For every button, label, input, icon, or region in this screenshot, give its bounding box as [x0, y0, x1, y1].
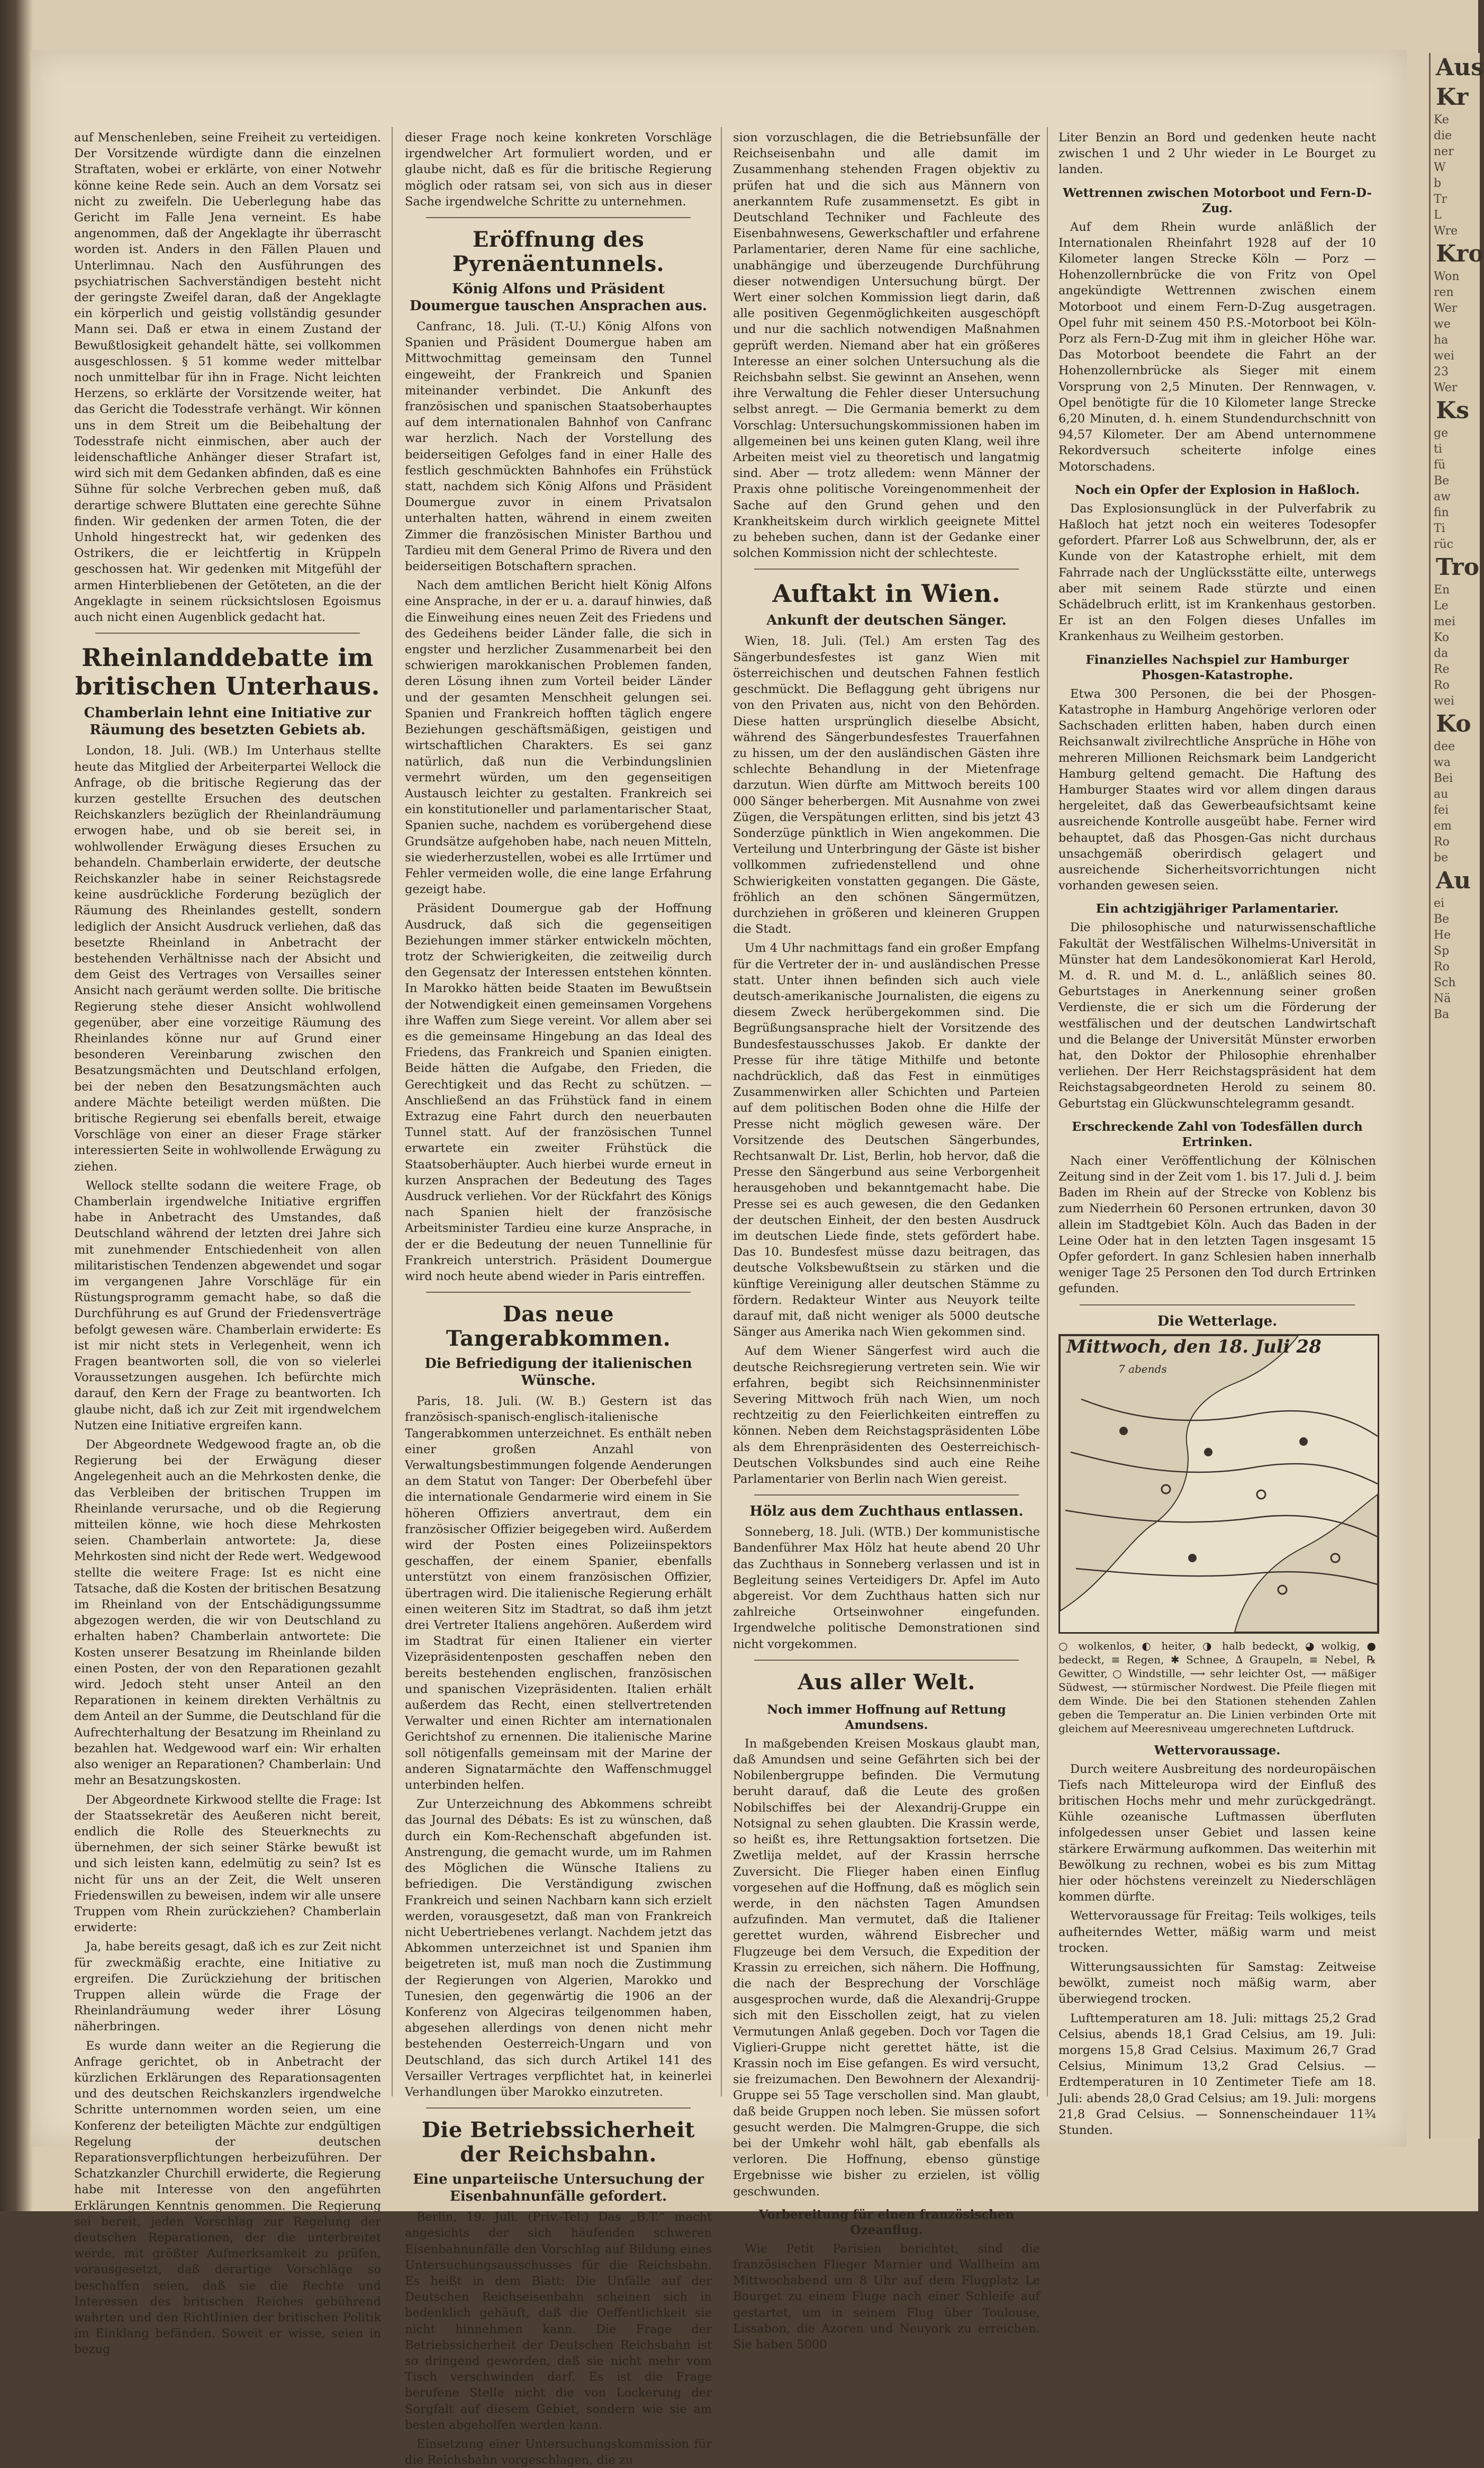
- separator: [426, 2107, 691, 2109]
- strip-line: Sch: [1434, 976, 1456, 989]
- strip-line: Ro: [1434, 835, 1450, 849]
- column-1: [74, 130, 381, 2357]
- strip-line: we: [1434, 318, 1451, 331]
- separator: [754, 1494, 1019, 1496]
- strip-fragment: Tro: [1436, 554, 1480, 581]
- strip-line: da: [1434, 647, 1449, 660]
- headline-wien: Auftakt in Wien.: [772, 579, 1001, 608]
- separator: [754, 1660, 1019, 1661]
- strip-line: Re: [1434, 663, 1450, 676]
- strip-line: Bei: [1434, 772, 1453, 785]
- headline-phosgen: Finanzielles Nachspiel zur Hamburger Phosgen-Katastrophe.: [1085, 652, 1349, 682]
- article-paragraph: Das Explosionsunglück in der Pulverfabrik zu Haßloch hat jetzt noch ein weiteres Todesopfer gefordert. Pfarrer Loß aus Schwelbrunn, der, als er Kunde von der Katastrophe erhielt, mit dem Fahrrade nach der Unglücksstätte eilte, unterwegs aber mit seinem Rade stürzte und einen Schädelbruch erlitt, ist im Krankenhaus gestorben. Er ist an den Folgen dieses Unfalles im Krankenhaus zu Weilheim gestorben.: [1058, 501, 1376, 644]
- headline-hoelz: Hölz aus dem Zuchthaus entlassen.: [749, 1503, 1024, 1520]
- separator: [754, 569, 1019, 570]
- headline-wettrennen: Wettrennen zwischen Motorboot und Fern-D-Zug.: [1063, 185, 1372, 215]
- strip-line: Ba: [1434, 1008, 1450, 1021]
- separator: [426, 1292, 691, 1293]
- strip-line: L: [1434, 209, 1442, 222]
- article-paragraph: dieser Frage noch keine konkreten Vorschläge irgendwelcher Art formuliert worden, und er glaube nicht, daß es für die britische Regierung möglich oder ratsam sei, von sich aus in dieser Sache irgendwelche Schritte zu unternehmen.: [405, 131, 712, 209]
- strip-line: ner: [1434, 145, 1454, 158]
- column-2: [405, 130, 712, 2467]
- strip-line: He: [1434, 929, 1451, 942]
- article-paragraph: Sonneberg, 18. Juli. (WTB.) Der kommunistische Bandenführer Max Hölz hat heute abend 20 Uhr das Zuchthaus in Sonneberg verlassen und ist in Begleitung seines Verteidigers Dr. Apfel im Auto abgereist. Vor dem Zuchthaus hatten sich nur zahlreiche Ortseinwohner eingefunden. Irgendwelche politische Demonstrationen sind nicht vorgekommen.: [733, 1525, 1040, 1651]
- subheadline-amundsen: Noch immer Hoffnung auf Rettung Amundsens.: [767, 1702, 1006, 1732]
- strip-line: Wer: [1434, 302, 1458, 315]
- article-paragraph: Liter Benzin an Bord und gedenken heute nacht zwischen 1 und 2 Uhr wieder in Le Bourget zu landen.: [1058, 131, 1376, 177]
- article-paragraph: Berlin, 19. Juli. (Priv.-Tel.) Das „B.T.“ macht angesichts der sich häufenden schweren Eisenbahnunfälle den Vorschlag auf Bildung eines Untersuchungsausschusses für die Reichsbahn. Es heißt in dem Blatt: Die Unfälle auf der Deutschen Reichseisenbahn scheinen sich in bedenklich gehäuft, daß die Oeffentlichkeit sie nicht hinnehmen kann. Die Frage der Betriebssicherheit der Deutschen Reichsbahn ist so dringend geworden, daß sie nicht mehr vom Tisch verschwinden darf. Es ist die Frage berufene Stelle nicht die von Lockerung der Sorgfalt auf diesem Gebiet, sondern wie sie am besten abgeholfen werden kann.: [405, 2210, 712, 2432]
- article-paragraph: Wellock stellte sodann die weitere Frage, ob Chamberlain irgendwelche Initiative ergriffen habe in Anbetracht des Umstandes, daß Deutschland während der letzten drei Jahre sich mit zunehmender Entschiedenheit von allen militaristischen Tendenzen abgewendet und sogar im vergangenen Jahre Vorschläge für ein Rüstungsprogramm gemacht habe, so daß die Durchführung es auf Grund der Friedensverträge befolgt gewesen wäre. Chamberlain erwiderte: Es ist mir nicht stets in Verlegenheit, wenn ich Fragen beantworten soll, die von so vielerlei Voraussetzungen ausgehen. Ich befürchte mich darauf, den Kern der Frage zu beantworten. Ich glaube nicht, daß ich zur Zeit mit irgendwelchem Nutzen eine Initiative ergreifen kann.: [74, 1178, 381, 1433]
- article-paragraph: Es wurde dann weiter an die Regierung die Anfrage gerichtet, ob in Anbetracht der kürzlichen Erklärungen des Reparationsagenten und des deutschen Reichskanzlers irgendwelche Schritte unternommen worden seien, um eine Konferenz der beteiligten Mächte zur endgültigen Regelung der deutschen Reparationsverpflichtungen herbeizuführen. Der Schatzkanzler Churchill erwiderte, die Regierung habe mit Interesse von den angeführten Erklärungen Kenntnis genommen. Die Regierung sei bereit, jeden Vorschlag zur Regelung der deutschen Reparationen, der die unterbreitet werde, mit größter Aufmerksamkeit zu prüfen, vorausgesetzt, daß derartige Vorschläge so beschaffen seien, daß sie die Rechte und Interessen des britischen Reiches gebührend wahrten und den Richtlinien der britischen Politik im Einklang befänden. Soweit er wisse, seien in bezug: [74, 2039, 381, 2357]
- strip-line: Be: [1434, 913, 1450, 926]
- strip-line: fin: [1434, 506, 1449, 519]
- strip-line: mei: [1434, 615, 1455, 628]
- column-rule: [392, 127, 393, 2096]
- article-paragraph: Einsetzung einer Untersuchungskommission für die Reichsbahn vorgeschlagen, die zu: [405, 2437, 712, 2467]
- separator: [1080, 1304, 1355, 1305]
- article-paragraph: Um 4 Uhr nachmittags fand ein großer Empfang für die Vertreter der in- und ausländischen Presse statt. Unter ihnen befinden sich auch viele deutsch-amerikanische Journalisten, die eigens zu diesem Zweck herübergekommen sind. Die Begrüßungsansprache hielt der Vorsitzende des Bundesfestausschusses Jakob. Er dankte der Presse für ihre tätige Mithilfe und betonte nachdrücklich, daß das Fest in einmütiges Zusammenwirken aller Schichten und Parteien auf dem politischen Boden ohne die Hilfe der Presse nicht möglich gewesen wäre. Der Vorsitzende des Deutschen Sängerbundes, Rechtsanwalt Dr. List, Berlin, hob hervor, daß die Presse den Sängerbund aus seine Verborgenheit herausgehoben und bekanntgemacht habe. Die Presse sei es auch gewesen, die den Gedanken der deutschen Einheit, der den besten Ausdruck im deutschen Liede finde, stets gefördert habe. Das 10. Bundesfest müsse dazu beitragen, das deutsche Volksbewußtsein zu stärken und die künftige Vereinigung aller deutschen Stämme zu fördern. Redakteur Winter aus Neuyork teilte darauf mit, daß nicht weniger als 5000 deutsche Sänger aus Amerika nach Wien gekommen sind.: [733, 941, 1040, 1339]
- article-paragraph: Wettervoraussage für Freitag: Teils wolkiges, teils aufheiterndes Wetter, mäßig warm und meist trocken.: [1058, 1909, 1376, 1955]
- headline-wetterlage: Die Wetterlage.: [1157, 1313, 1278, 1329]
- strip-line: aw: [1434, 490, 1451, 503]
- strip-line: 23: [1434, 365, 1449, 379]
- subheadline-tunnel: König Alfons und Präsident Doumergue tauschen Ansprachen aus.: [410, 281, 707, 314]
- strip-line: Tr: [1434, 193, 1447, 206]
- strip-line: rüc: [1434, 538, 1454, 551]
- article-paragraph: auf Menschenleben, seine Freiheit zu verteidigen. Der Vorsitzende würdigte dann die einzelnen Straftaten, wobei er erklärte, von einer Notwehr könne keine Rede sein. Auch an dem Vorsatz sei nicht zu zweifeln. Die Ueberlegung habe das Gericht im Falle Jena verneint. Es habe angenommen, daß der Angeklagte ihr überrascht worden ist. Anders in den Fällen Plauen und Unterlimnau. Nach den Ausführungen des psychiatrischen Sachverständigen besteht nicht der geringste Zweifel daran, daß der Angeklagte ein körperlich und geistig vollständig gesunder Mann sei. Daß er etwa in einem Zustand der Bewußtlosigkeit gehandelt hätte, sei vollkommen ausgeschlossen. § 51 komme weder mittelbar noch unmittelbar für ihn in Frage. Nicht leichten Herzens, so erklärte der Vorsitzende weiter, hat das Gericht die Todesstrafe verhängt. Wir können uns in dem Streit um die Beibehaltung der Todesstrafe nicht einmischen, aber auch der leidenschaftliche Anhänger dieser Strafart ist, wird sich mit dem Gedanken abfinden, daß es eine Sühne für solche Verbrechen geben muß, daß derartige schwere Bluttaten eine gerechte Sühne finden. Wir gedenken der armen Toten, die der Unhold hingestreckt hat, wir gedenken des Ostrikers, die er leichtfertig in Krüppeln geschossen hat. Wir gedenken mit Mitgefühl der armen Hinterbliebenen der Getöteten, an die der Angeklagte in seinem rücksichtslosen Egoismus auch nicht einen Augenblick gedacht hat.: [74, 131, 381, 625]
- strip-line: Ko: [1434, 631, 1450, 644]
- article-paragraph: Canfranc, 18. Juli. (T.-U.) König Alfons von Spanien und Präsident Doumergue haben am Mittwochmittag gemeinsam den Tunnel eingeweiht, der Frankreich und Spanien miteinander verbindet. Die Ankunft des französischen und spanischen Staatsoberhauptes auf dem internationalen Bahnhof von Canfranc war herzlich. Nach der Vorstellung des beiderseitigen Gefolges fand in einer Halle des festlich geschmückten Bahnhofes ein Frühstück statt, nachdem sich König Alfons und Präsident Doumergue zuvor in einem Privatsalon unterhalten hatten, während in einem zweiten Zimmer die französischen Minister Barthou und Tardieu mit dem General Primo de Rivera und den beiderseitigen Botschaftern sprachen.: [405, 320, 712, 574]
- article-paragraph: Präsident Doumergue gab der Hoffnung Ausdruck, daß sich die gegenseitigen Beziehungen immer stärker entwickeln möchten, trotz der Schwierigkeiten, die zeitweilig durch den Gegensatz der Interessen entstehen könnten. In Marokko hätten beide Staaten im Bewußtsein der Notwendigkeit einen gemeinsamen Vorgehens ihre Waffen zum Siege vereint. Vor allem aber sei es die gemeinsame Hingebung an das Ideal des Friedens, das Frankreich und Spanien einigten. Beide hätten die Aufgabe, den Frieden, die Gerechtigkeit und das Recht zu schützen. — Anschließend an das Frühstück fand in einem Extrazug eine Fahrt durch den neuerbauten Tunnel statt. Auf der französischen Tunnel erwartete ein zweiter Frühstück die Staatsoberhäupter. Auch hierbei wurde erneut in kurzen Ansprachen der Bedeutung des Tages Ausdruck verliehen. Vor der Rückfahrt des Königs nach Spanien hielt der französische Arbeitsminister Tardieu eine kurze Ansprache, in der er die Bedeutung der neuen Tunnellinie für Frankreich unterstrich. Präsident Doumergue wird noch heute abend wieder in Paris eintreffen.: [405, 902, 712, 1283]
- article-paragraph: Wie Petit Parisien berichtet, sind die französischen Flieger Marnier und Wallheim am Mittwochabend um 8 Uhr auf dem Flugplatz Le Bourget zu einem Fluge nach einer Schleife auf gestartet, um in seinem Flug über Toulouse, Lissabon, die Azoren und Neuyork zu erreichen. Sie haben 5000: [733, 2241, 1040, 2352]
- article-paragraph: Nach einer Veröffentlichung der Kölnischen Zeitung sind in der Zeit vom 1. bis 17. Juli d. J. beim Baden im Rhein auf der Strecke von Koblenz bis zum Niederrhein 60 Personen ertrunken, davon 30 allein im Stadtgebiet Köln. Auch das Baden in der Leine Oder hat in den letzten Tagen insgesamt 15 Opfer gefordert. In ganz Schlesien haben innerhalb weniger Tage 25 Personen den Tod durch Ertrinken gefunden.: [1058, 1154, 1376, 1296]
- article-paragraph: Durch weitere Ausbreitung des nordeuropäischen Tiefs nach Mitteleuropa wird der Einfluß des britischen Hochs mehr und mehr zurückgedrängt. Kühle ozeanische Luftmassen überfluten infolgedessen unser Gebiet und lassen keine stärkere Erwärmung aufkommen. Das weiterhin mit Bewölkung zu rechnen, wobei es bis zum Mittag hier oder höchstens vereinzelt zu Niederschlägen kommen dürfte.: [1058, 1762, 1376, 1904]
- strip-line: fü: [1434, 458, 1446, 472]
- column-3: [733, 130, 1040, 2352]
- strip-line: au: [1434, 788, 1449, 801]
- strip-line: ge: [1434, 427, 1449, 440]
- headline-tanger: Das neue Tangerabkommen.: [446, 1302, 671, 1352]
- column-4: [1058, 130, 1376, 2138]
- strip-line: ti: [1434, 443, 1442, 456]
- strip-line: Ro: [1434, 960, 1450, 974]
- strip-lines: [1431, 83, 1484, 1023]
- weather-map-drawing: [1060, 1336, 1378, 1632]
- subheadline-tanger: Die Befriedigung der italienischen Wünsche.: [424, 1356, 692, 1389]
- subheadline-rheinland: Chamberlain lehnt eine Initiative zur Räumung des besetzten Gebiets ab.: [84, 705, 372, 738]
- article-paragraph: Der Abgeordnete Wedgewood fragte an, ob die Regierung bei der Erwägung dieser Angelegenheit auch an die Mehrkosten denke, die das Verbleiben der britischen Truppen im Rheinlande verursache, und ob die Regierung mitteilen könne, wie hoch diese Mehrkosten seien. Chamberlain antwortete: Ja, diese Mehrkosten sind nicht der Rede wert. Wedgewood stellte die weitere Frage: Ist es nicht eine Tatsache, daß die Kosten der britischen Besatzung im Rheinland von der Entschädigungssumme abgezogen werden, die wir von Deutschland zu erhalten haben? Chamberlain antwortete: Die Kosten unserer Besatzung im Rheinlande bilden einen Posten, der von den Reparationen gezahlt wird. Jedoch steht unser Anteil an den Reparationen in keinem direkten Verhältnis zu dem Anteil an der Summe, die Deutschland für die Aufrechterhaltung der Besatzung im Rheinland zu bezahlen hat. Wedgewood warf ein: Wir erhalten also weniger an Reparationen? Chamberlain: Und mehr an Besatzungskosten.: [74, 1438, 381, 1788]
- article-paragraph: Auf dem Rhein wurde anläßlich der Internationalen Rheinfahrt 1928 auf der 10 Kilometer langen Strecke Köln — Porz — Hohenzollernbrücke die von Fritz von Opel angekündigte Wettrennen zwischen einem Motorboot und einem Fern-D-Zug ausgetragen. Opel fuhr mit seinem 450 P.S.-Motorboot bei Köln-Porz als Fern-D-Zug mit ihm in gleicher Höhe war. Das Motorboot beendete die Fahrt an der Hohenzollernbrücke als Sieger mit einem Vorsprung von 2,5 Minuten. Der Rennwagen, v. Opel benötigte für die 10 Kilometer lange Strecke 6,20 Minuten, d. h. einem Stundendurchschnitt von 94,57 Kilometer. Der am Abend unternommene Rekordversuch scheiterte infolge eines Motorschadens.: [1058, 220, 1376, 474]
- strip-line: Le: [1434, 599, 1449, 613]
- strip-line: wei: [1434, 349, 1454, 363]
- article-paragraph: Die philosophische und naturwissenschaftliche Fakultät der Westfälischen Wilhelms-Universität in Münster hat dem Landesökonomierat Karl Herold, M. d. R. und M. d. L., anläßlich seines 80. Geburtstages in Anerkennung seiner großen Verdienste, die er sich um die Förderung der westfälischen und der deutschen Landwirtschaft und die Belange der Universität Münster erworben hat, den Doktor der Philosophie ehrenhalber verliehen. Der Herr Reichstagspräsident hat dem Reichstagsabgeordneten Herold zu seinem 80. Geburtstag ein Glückwunschtelegramm gesandt.: [1058, 921, 1376, 1111]
- headline-tunnel: Eröffnung des Pyrenäentunnels.: [452, 227, 665, 277]
- headline-ertrinken: Erschreckende Zahl von Todesfällen durch Ertrinken.: [1072, 1119, 1363, 1149]
- article-paragraph: Auf dem Wiener Sängerfest wird auch die deutsche Reichsregierung vertreten sein. Wie wir erfahren, begibt sich Reichsinnenminister Severing Mittwoch früh nach Wien, um noch rechtzeitig zu den Feierlichkeiten eintreffen zu können. Neben dem Reichstagspräsidenten Löbe als dem Ehrenpräsidenten des Oesterreichisch-Deutschen Volksbundes sind auch eine Reihe Parlamentarier von Berlin nach Wien gereist.: [733, 1344, 1040, 1487]
- article-paragraph: Zur Unterzeichnung des Abkommens schreibt das Journal des Débats: Es ist zu wünschen, daß durch ein Kom-Rechenschaft abgefunden ist. Anstrengung, die gemacht wurde, um im Rahmen des Möglichen die Wünsche Italiens zu befriedigen. Die Verständigung zwischen Frankreich und seinen Nachbarn kann sich erzielt werden, vorausgesetzt, daß man von Frankreich nicht Uebertriebenes verlangt. Nachdem jetzt das Abkommen unterzeichnet ist und Spanien ihm beigetreten ist, muß man noch die Zustimmung der Regierungen von Algerien, Marokko und Tunesien, den gegenwärtig die 1906 an der Konferenz von Algeciras teilgenommen haben, abgesehen allerdings von denen nicht mehr bestehenden Oesterreich-Ungarn und von Deutschland, das sich durch Artikel 141 des Versailler Vertrages verpflichtet hat, in keinerlei Verhandlungen über Marokko einzutreten.: [405, 1797, 712, 2099]
- column-rule: [1047, 127, 1048, 2096]
- strip-line: Be: [1434, 474, 1450, 488]
- article-paragraph: Nach dem amtlichen Bericht hielt König Alfons eine Ansprache, in der er u. a. darauf hinwies, daß die Einweihung eines neuen Zeit des Friedens und des Gedeihens beider Länder falle, die sich in engster und herzlicher Zusammenarbeit bei den schwierigen marokkanischen Problemen fanden, deren Lösung ihnen zum Vorteil beider Länder und der gesamten Menschheit gelungen sei. Spanien und Frankreich hofften täglich engere Beziehungen geschäftsmäßigen, geistigen und wirtschaftlichen Charakters. Es sei ganz natürlich, daß nun die Verbindungslinien vermehrt würden, um den gegenseitigen Austausch leichter zu gestalten. Frankreich sei ein konstitutioneller und parlamentarischer Staat, Spanien suche, nachdem es vorübergehend diese Grundsätze aufgehoben habe, nach neuen Mitteln, sie wiederherzustellen, wobei es alle Irrtümer und Fehler vermeiden wolle, die eine lange Erfahrung gezeigt habe.: [405, 579, 712, 897]
- strip-line: fei: [1434, 804, 1449, 817]
- strip-fragment: Au: [1436, 867, 1471, 894]
- article-paragraph: Wien, 18. Juli. (Tel.) Am ersten Tag des Sängerbundesfestes ist ganz Wien mit österreichischen und deutschen Fahnen festlich geschmückt. Die Beflaggung geht übrigens nur von den Privaten aus, nicht von den Behörden. Diese hatten ursprünglich dieselbe Absicht, während des Sängerbundesfestes Trauerfahnen zu hissen, um der den ausländischen Gästen ihre schlechte Behandlung in der Mietenfrage darzutun. Wien dürfte am Mittwoch bereits 100 000 Sänger beherbergen. Mit Ausnahme von zwei Zügen, die Verspätungen erlitten, sind bis jetzt 43 Sonderzüge pünktlich in Wien angekommen. Die Verteilung und Unterbringung der Gäste ist bisher vollkommen zufriedenstellend und ohne Schwierigkeiten vonstatten gegangen. Die Gäste, fröhlich an den schönen Sängermützen, durchziehen in größeren und kleineren Gruppen die Stadt.: [733, 634, 1040, 936]
- headline-parlamentarier: Ein achtzigjähriger Parlamentarier.: [1096, 902, 1339, 916]
- separator: [95, 633, 360, 634]
- headline-hassloch: Noch ein Opfer der Explosion in Haßloch.: [1074, 482, 1360, 497]
- strip-line: dee: [1434, 740, 1455, 753]
- article-paragraph: Ja, habe bereits gesagt, daß ich es zur Zeit nicht für zweckmäßig erachte, eine Initiative zu ergreifen. Die Zurückziehung der britischen Truppen allein würde die Frage der Rheinlandräumung weder ihrer Lösung näherbringen.: [74, 1940, 381, 2034]
- separator: [426, 217, 691, 218]
- subheadline-wien: Ankunft der deutschen Sänger.: [766, 613, 1007, 629]
- article-paragraph: London, 18. Juli. (WB.) Im Unterhaus stellte heute das Mitglied der Arbeiterpartei Wellock die Anfrage, ob die britische Regierung das der kurzen gestellte Ersuchen des deutschen Reichskanzlers bezüglich der Rheinlandräumung erwogen habe, und ob sie bereit sei, in wohlwollender Erwägung dieses Ersuchen zu behandeln. Chamberlain erwiderte, der deutsche Reichskanzler habe in seiner Reichstagsrede keine ausdrückliche Forderung bezüglich der Räumung des Rheinlandes gestellt, sondern lediglich der Ansicht Ausdruck verliehen, daß das besetzte Rheinland in Anbetracht der bestehenden Verhältnisse nach der Absicht und dem Geist des Vertrages von Versailles seiner Ansicht nach geräumt werden sollte. Die britische Regierung stehe dieser Ansicht wohlwollend gegenüber, aber eine vorzeitige Räumung des Rheinlandes könne nur auf Grund einer besonderen Vereinbarung zwischen den Besatzungsmächten und Deutschland erfolgen, bei der neben den Besatzungsmächten auch andere Mächte beteiligt werden müßten. Die britische Regierung sei ebenfalls bereit, etwaige Vorschläge von einer an dieser Frage stärker interessierten Seite in wohlwollende Erwägung zu ziehen.: [74, 744, 381, 1174]
- headline-rheinland: Rheinlanddebatte im britischen Unterhaus.: [75, 643, 381, 701]
- article-paragraph: In maßgebenden Kreisen Moskaus glaubt man, daß Amundsen und seine Gefährten sich bei der Nobilenbergruppe befinden. Die Vermutung beruht darauf, daß die Leute des großen Nobilschiffes bei der Alexandrij-Gruppe ein Notsignal zu sehen glaubten. Die Krassin werde, so heißt es, ihre Rettungsaktion fortsetzen. Die Zwetlija meldet, auf der Krassin herrsche Zuversicht. Die Flieger haben einen Einflug vorgesehen auf die Hoffnung, daß es möglich sein werde, in den nächsten Tagen Amundsen aufzufinden. Man vermutet, daß die Italiener gerettet wurden, während Eisbrecher und Flugzeuge bei dem Versuch, die Expedition der Krassin zu erreichen, sich nähern. Die Hoffnung, die nach der Besprechung der Vorschläge ausgesprochen wurde, daß die Alexandrij-Gruppe sich mit den Eisschollen zeigt, hat zu vielen Vermutungen Anlaß gegeben. Doch vor Tagen die Viglieri-Gruppe nicht gerettet hätte, ist die Krassin noch im Eise gefangen. Es wird versucht, sie freizumachen. Den Bewohnern der Alexandrij-Gruppe sei 55 Tage verschollen sind. Man glaubt, daß beide Gruppen noch leben. Sie müssen sofort gesucht werden. Die Malmgren-Gruppe, die sich bei der Umkehr wohl hält, gab ebenfalls als verloren. Die Hoffnung, ebenso günstige Ergebnisse wie bisher zu erzielen, ist völlig geschwunden.: [733, 1736, 1040, 2199]
- headline-aus-aller-welt: Aus aller Welt.: [798, 1669, 975, 1695]
- strip-line: Nä: [1434, 992, 1451, 1005]
- strip-line: Ro: [1434, 679, 1450, 692]
- strip-line: wei: [1434, 695, 1454, 708]
- article-paragraph: Lufttemperaturen am 18. Juli: mittags 25,2 Grad Celsius, abends 18,1 Grad Celsius, am 19. Juli: morgens 15,8 Grad Celsius. Maximum 26,7 Grad Celsius, Minimum 13,2 Grad Celsius. — Erdtemperaturen in 10 Zentimeter Tiefe am 18. Juli: abends 28,0 Grad Celsius; am 19. Juli: morgens 21,8 Grad Celsius. — Sonnenscheindauer 11¾ Stunden.: [1058, 2011, 1376, 2138]
- strip-headline: Aus: [1436, 54, 1484, 81]
- column-rule: [721, 127, 722, 2096]
- strip-fragment: Ko: [1436, 710, 1471, 737]
- strip-fragment: Kr: [1436, 84, 1469, 111]
- strip-line: Ke: [1434, 113, 1449, 127]
- article-paragraph: sion vorzuschlagen, die die Betriebsunfälle der Reichseisenbahn und alle damit im Zusammenhang stehenden Fragen objektiv zu prüfen hat und die sich aus Männern von anerkanntem Rufe zusammensetzt. Es gibt in Deutschland Techniker und Fachleute des Eisenbahnwesens, Gewerkschaftler und erfahrene Parlamentarier, deren Name für eine sachliche, unabhängige und überzeugende Durchführung dieser notwendigen Untersuchung bürgt. Der Wert einer solchen Kommission liegt darin, daß alle positiven Gegenmöglichkeiten ausgeschöpft und nur die sachlich notwendigen Maßnahmen geprüft werden. Niemand aber hat ein größeres Interesse an einer solchen Untersuchung als die Reichsbahn selbst. Sie gewinnt an Ansehen, wenn ihre Verwaltung die Fehler dieser Untersuchung selbst anregt. — Die Germania bemerkt zu dem Vorschlag: Untersuchungskommissionen haben im allgemeinen bei uns keinen guten Klang, weil ihre Arbeiten meist viel zu theoretisch und langatmig sind. Aber — trotz alledem: wenn Männer der Praxis ohne politische Voreingenommenheit der Sache auf den Grund gehen und den Krankheitskeim durch wirklich geeignete Mittel zu beheben suchen, dann ist der Gedanke einer solchen Kommission nicht der schlechteste.: [733, 131, 1040, 561]
- weather-map-legend: ○ wolkenlos, ◐ heiter, ◑ halb bedeckt, ◕ wolkig, ● bedeckt, ≡ Regen, ✱ Schnee, ∆ Graupeln, ≡ Nebel, ℞ Gewitter, ○ Windstille, ⟶ sehr leichter Ost, ⟶ mäßiger Südwest, ⟶ stürmischer Nordwest. Die Pfeile fliegen mit dem Winde. Die bei den Stationen stehenden Zahlen geben die Temperatur an. Die Linien verbinden Orte mit gleichem auf Meeresniveau umgerechneten Luftdruck.: [1058, 1639, 1376, 1735]
- article-paragraph: Der Abgeordnete Kirkwood stellte die Frage: Ist der Staatssekretär des Aeußeren nicht bereit, endlich die Rolle des Steuerknechts zu übernehmen, der sich seiner Stärke bewußt ist und sich leisten kann, edelmütig zu sein? Ist es nicht für uns an der Zeit, die Welt unseren Friedenswillen zu beweisen, indem wir alle unsere Truppen vom Rhein zurückziehen? Chamberlain erwiderte:: [74, 1793, 381, 1935]
- strip-line: die: [1434, 129, 1452, 142]
- strip-line: ei: [1434, 897, 1445, 910]
- strip-fragment: Ks: [1436, 397, 1470, 424]
- strip-line: Wer: [1434, 381, 1458, 394]
- weather-map: [1058, 1334, 1379, 1634]
- strip-line: b: [1434, 177, 1442, 190]
- strip-line: W: [1434, 161, 1446, 174]
- strip-fragment: Kro: [1436, 240, 1484, 267]
- strip-line: ha: [1434, 334, 1449, 347]
- article-paragraph: Witterungsaussichten für Samstag: Zeitweise bewölkt, zumeist noch mäßig warm, aber überwiegend trocken.: [1058, 1960, 1376, 2006]
- strip-line: be: [1434, 851, 1449, 864]
- strip-line: Won: [1434, 270, 1460, 283]
- strip-line: Wre: [1434, 224, 1458, 238]
- headline-wettervoraussage: Wettervoraussage.: [1154, 1743, 1281, 1758]
- subheadline-betriebssicherheit: Eine unparteiische Untersuchung der Eisenbahnunfälle gefordert.: [413, 2172, 704, 2205]
- strip-line: En: [1434, 583, 1450, 597]
- weather-map-subtitle: 7 abends: [1118, 1362, 1167, 1375]
- article-paragraph: Paris, 18. Juli. (W. B.) Gestern ist das französisch-spanisch-englisch-italienische Tangerabkommen unterzeichnet. Es enthält neben einer großen Anzahl von Verwaltungsbestimmungen folgende Aenderungen an dem Statut von Tanger: Der Oberbefehl über die internationale Gendarmerie wird einem in Sie höheren Offiziers anvertraut, dem ein französischer Offizier beigegeben wird. Außerdem wird der Posten eines Polizeiinspektors geschaffen, der einem Spanier, ebenfalls unterstützt von einem französischen Offizier, übertragen wird. Die italienische Regierung erhält einen weiteren Sitz im Stadtrat, so daß ihm jetzt drei Vertreter Italiens angehören. Außerdem wird im Stadtrat für einen Italiener ein vierter Vizepräsidentenposten geschaffen neben den bereits bestehenden englischen, französischen und spanischen Vizepräsidenten. Italien erhält außerdem das Recht, einen stellvertretenden Verwalter und einen Richter am internationalen Gerichtshof zu ernennen. Die italienische Marine soll nötigenfalls gemeinsam mit der Marine der anderen Signatarmächte den Waffenschmuggel unterbinden helfen.: [405, 1394, 712, 1793]
- adjacent-page-strip: [1429, 53, 1484, 2139]
- headline-betriebssicherheit: Die Betriebssicherheit der Reichsbahn.: [421, 2118, 695, 2167]
- strip-line: Ti: [1434, 522, 1445, 535]
- weather-map-title: Mittwoch, den 18. Juli 28: [1066, 1336, 1322, 1357]
- strip-line: Sp: [1434, 944, 1450, 958]
- subheadline-ozeanflug: Vorbereitung für einen französischen Ozeanflug.: [758, 2207, 1015, 2237]
- strip-line: wa: [1434, 756, 1451, 769]
- strip-line: em: [1434, 819, 1452, 833]
- strip-line: ren: [1434, 286, 1454, 299]
- article-paragraph: Etwa 300 Personen, die bei der Phosgen-Katastrophe in Hamburg Angehörige verloren oder Sachschaden erlitten haben, haben durch einen Reichsanwalt zivilrechtliche Ansprüche in Höhe von mehreren Millionen Reichsmark beim Landgericht Hamburg geltend gemacht. Die Haftung des Hamburger Staates wird vor allem dingen daraus hergeleitet, daß das Gewerbeaufsichtsamt keine ausreichende Kontrolle ausgeübt habe. Ferner wird behauptet, daß das Phosgen-Gas nicht durchaus unsachgemäß oberirdisch gelagert und ausreichende Sicherheitsvorrichtungen nicht vorhanden gewesen seien.: [1058, 687, 1376, 893]
